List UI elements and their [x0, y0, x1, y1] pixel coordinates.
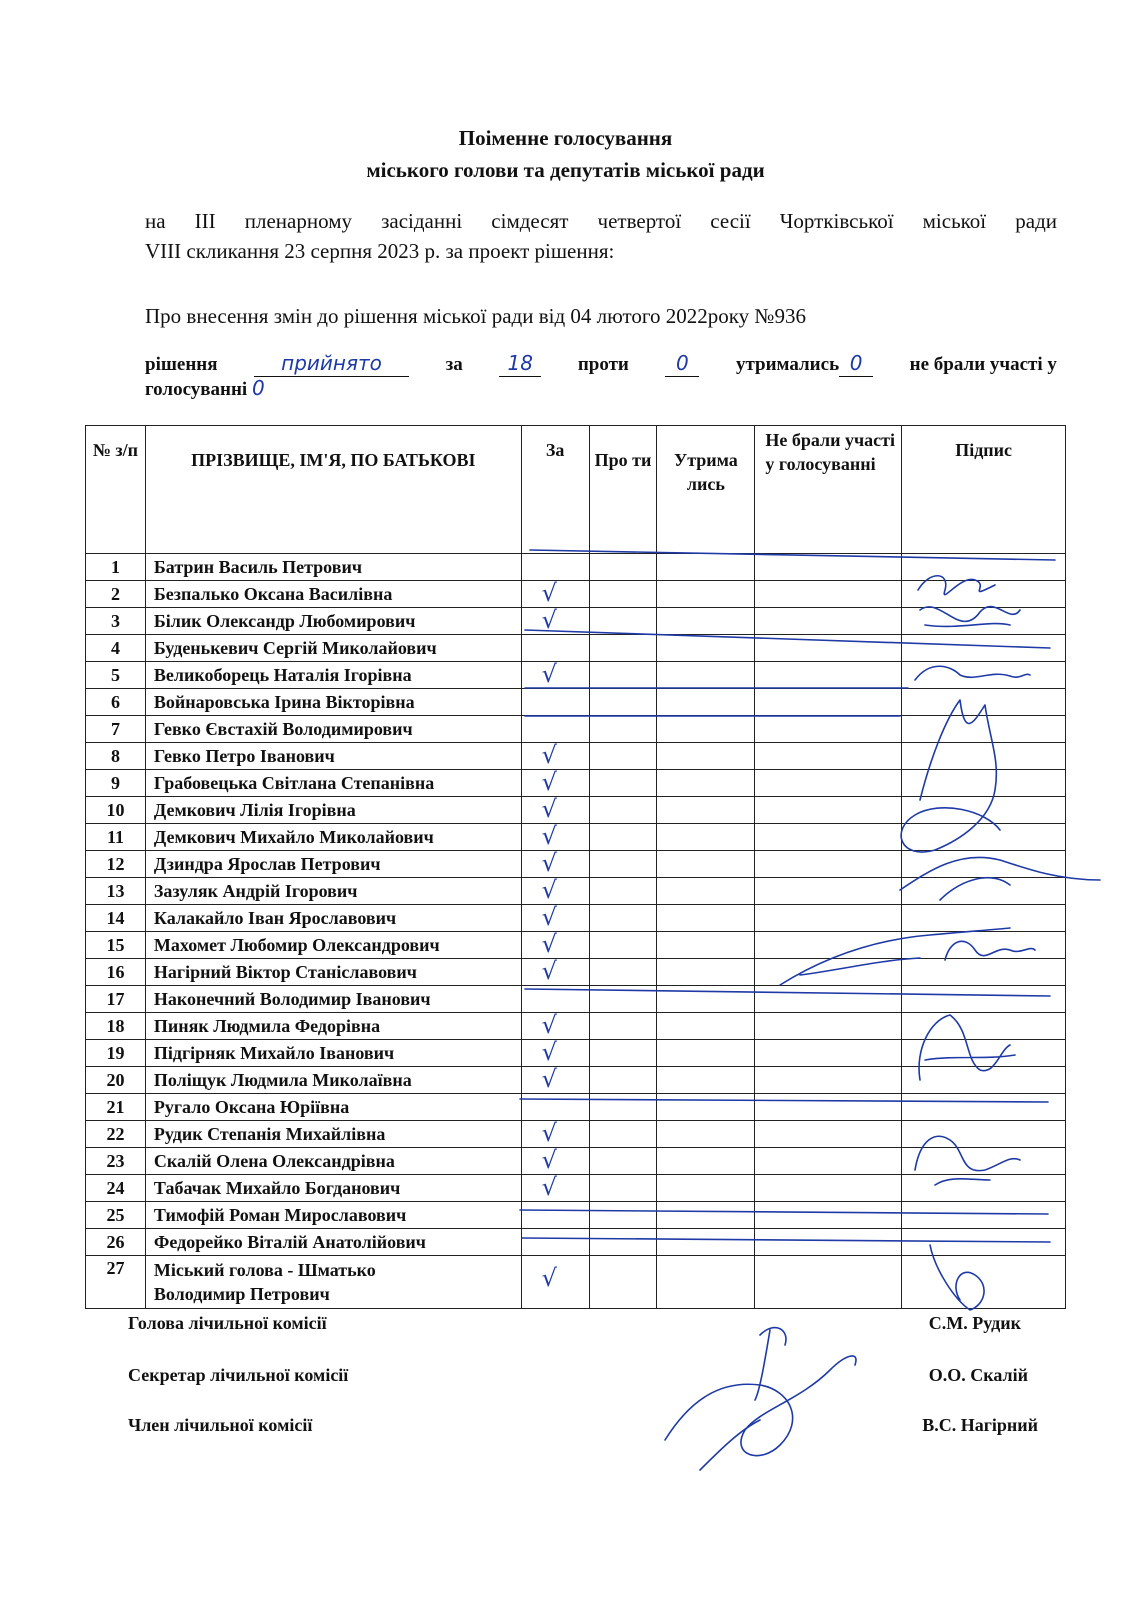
row-vote-abstained: [657, 1229, 755, 1256]
row-vote-not-participated: [755, 797, 902, 824]
row-vote-not-participated: [755, 1040, 902, 1067]
table-row: [86, 1121, 1066, 1148]
table-row: [86, 932, 1066, 959]
row-vote-for: [521, 878, 589, 905]
row-vote-for: [521, 1013, 589, 1040]
row-signature: [902, 581, 1066, 608]
row-name: [145, 1256, 521, 1309]
row-signature: [902, 743, 1066, 770]
row-vote-against: [589, 743, 657, 770]
row-number: 27: [86, 1256, 146, 1309]
checkmark-icon: √: [541, 1119, 557, 1147]
row-vote-for: [521, 554, 589, 581]
checkmark-icon: √: [541, 1011, 557, 1039]
row-name: Демкович Михайло Миколайович: [145, 824, 521, 851]
row-signature: [902, 1013, 1066, 1040]
row-name-line-1: Міський голова - Шматько: [153, 1260, 376, 1280]
row-signature: [902, 824, 1066, 851]
row-signature: [902, 905, 1066, 932]
row-vote-against: [589, 959, 657, 986]
col-header-for: За: [521, 426, 589, 554]
checkmark-icon: √: [541, 579, 557, 607]
table-row: [86, 554, 1066, 581]
decision-label: рішення: [145, 354, 218, 375]
row-number: 17: [86, 986, 146, 1013]
row-vote-not-participated: [755, 932, 902, 959]
row-vote-against: [589, 1067, 657, 1094]
row-name: Батрин Василь Петрович: [145, 554, 521, 581]
row-number: 18: [86, 1013, 146, 1040]
row-name: Грабовецька Світлана Степанівна: [145, 770, 521, 797]
draft-decision-subject: Про внесення змін до рішення міської ради від 04 лютого 2022року №936: [145, 304, 806, 328]
row-vote-for: [521, 1229, 589, 1256]
row-vote-for: [521, 1121, 589, 1148]
row-vote-against: [589, 824, 657, 851]
row-vote-abstained: [657, 743, 755, 770]
row-signature: [902, 770, 1066, 797]
row-signature: [902, 1202, 1066, 1229]
table-row: [86, 608, 1066, 635]
checkmark-icon: √: [541, 903, 557, 931]
table-row: [86, 1094, 1066, 1121]
row-number: 25: [86, 1202, 146, 1229]
commission-signature-1: [755, 1328, 786, 1400]
checkmark-icon: √: [541, 822, 557, 850]
commission-chair-role: Голова лічильної комісії: [128, 1313, 327, 1333]
not-participated-label: не брали участі у: [909, 354, 1057, 375]
row-vote-against: [589, 932, 657, 959]
row-vote-abstained: [657, 1067, 755, 1094]
row-vote-not-participated: [755, 1094, 902, 1121]
row-signature: [902, 1229, 1066, 1256]
row-name: Гевко Євстахій Володимирович: [145, 716, 521, 743]
row-vote-not-participated: [755, 986, 902, 1013]
checkmark-icon: √: [541, 660, 557, 688]
row-vote-against: [589, 608, 657, 635]
row-number: 5: [86, 662, 146, 689]
row-number: 26: [86, 1229, 146, 1256]
row-vote-abstained: [657, 986, 755, 1013]
row-vote-for: [521, 608, 589, 635]
row-vote-abstained: [657, 797, 755, 824]
row-vote-not-participated: [755, 1148, 902, 1175]
row-vote-abstained: [657, 554, 755, 581]
row-name: Дзиндра Ярослав Петрович: [145, 851, 521, 878]
checkmark-icon: √: [541, 957, 557, 985]
decision-value: прийнято: [281, 351, 382, 375]
against-value: 0: [676, 351, 689, 375]
row-number: 10: [86, 797, 146, 824]
row-vote-against: [589, 716, 657, 743]
row-vote-for: [521, 1175, 589, 1202]
row-vote-abstained: [657, 770, 755, 797]
row-vote-against: [589, 1256, 657, 1309]
table-row: [86, 1013, 1066, 1040]
row-name: Наконечний Володимир Іванович: [145, 986, 521, 1013]
row-name: Войнаровська Ірина Вікторівна: [145, 689, 521, 716]
row-vote-for: [521, 1067, 589, 1094]
table-row: [86, 1256, 1066, 1309]
row-vote-not-participated: [755, 608, 902, 635]
row-vote-against: [589, 986, 657, 1013]
row-vote-for: [521, 1040, 589, 1067]
row-number: 4: [86, 635, 146, 662]
row-vote-abstained: [657, 1040, 755, 1067]
row-name: Федорейко Віталій Анатолійович: [145, 1229, 521, 1256]
row-name: Калакайло Іван Ярославович: [145, 905, 521, 932]
checkmark-icon: √: [541, 930, 557, 958]
col-header-against: Про ти: [589, 426, 657, 554]
row-name: Скалій Олена Олександрівна: [145, 1148, 521, 1175]
table-row: [86, 1175, 1066, 1202]
commission-chair-name: С.М. Рудик: [928, 1313, 1021, 1333]
table-row: [86, 959, 1066, 986]
row-vote-for: [521, 959, 589, 986]
row-name: Табачак Михайло Богданович: [145, 1175, 521, 1202]
row-vote-against: [589, 1175, 657, 1202]
row-name: Махомет Любомир Олександрович: [145, 932, 521, 959]
col-header-abstained: Утрима лись: [657, 426, 755, 554]
row-signature: [902, 1094, 1066, 1121]
col-header-not-participated: Не брали участі у голосуванні: [755, 426, 902, 554]
table-row: [86, 1040, 1066, 1067]
session-line-2: VIII скликання 23 серпня 2023 р. за проект рішення:: [145, 239, 615, 263]
row-vote-not-participated: [755, 1256, 902, 1309]
row-vote-abstained: [657, 635, 755, 662]
row-signature: [902, 797, 1066, 824]
checkmark-icon: √: [541, 849, 557, 877]
row-vote-abstained: [657, 1013, 755, 1040]
row-vote-not-participated: [755, 689, 902, 716]
row-vote-not-participated: [755, 770, 902, 797]
checkmark-icon: √: [541, 876, 557, 904]
table-row: [86, 878, 1066, 905]
row-signature: [902, 1175, 1066, 1202]
row-name: Ругало Оксана Юріївна: [145, 1094, 521, 1121]
row-vote-against: [589, 1013, 657, 1040]
row-signature: [902, 608, 1066, 635]
row-vote-abstained: [657, 932, 755, 959]
checkmark-icon: √: [541, 1146, 557, 1174]
table-row: [86, 797, 1066, 824]
row-vote-not-participated: [755, 662, 902, 689]
abstained-value-field: [839, 352, 873, 377]
row-number: 14: [86, 905, 146, 932]
row-vote-for: [521, 1256, 589, 1309]
row-vote-against: [589, 770, 657, 797]
row-signature: [902, 1121, 1066, 1148]
row-vote-not-participated: [755, 1121, 902, 1148]
not-participated-label-cont: голосуванні: [145, 379, 248, 400]
row-vote-for: [521, 770, 589, 797]
checkmark-icon: √: [541, 1065, 557, 1093]
session-line-1: на ІІІ пленарному засіданні сімдесят четвертої сесії Чортківської міської ради: [145, 209, 1057, 233]
table-row: [86, 581, 1066, 608]
abstained-label: утримались: [735, 354, 840, 375]
row-name: Демкович Лілія Ігорівна: [145, 797, 521, 824]
commission-secretary-role: Секретар лічильної комісії: [128, 1365, 349, 1385]
row-number: 9: [86, 770, 146, 797]
row-signature: [902, 716, 1066, 743]
checkmark-icon: √: [541, 606, 557, 634]
row-number: 1: [86, 554, 146, 581]
row-vote-not-participated: [755, 635, 902, 662]
not-participated-value: 0: [251, 376, 265, 400]
abstained-label-group: [736, 352, 873, 377]
row-vote-not-participated: [755, 851, 902, 878]
commission-member-role: Член лічильної комісії: [128, 1415, 313, 1435]
row-signature: [902, 959, 1066, 986]
row-signature: [902, 878, 1066, 905]
row-vote-abstained: [657, 581, 755, 608]
row-signature: [902, 1256, 1066, 1309]
against-label: проти: [577, 354, 629, 375]
row-signature: [902, 554, 1066, 581]
table-row: [86, 905, 1066, 932]
row-vote-not-participated: [755, 743, 902, 770]
row-number: 15: [86, 932, 146, 959]
table-row: [86, 689, 1066, 716]
row-number: 3: [86, 608, 146, 635]
commission-signature-2: [665, 1356, 856, 1456]
row-signature: [902, 986, 1066, 1013]
row-vote-abstained: [657, 1202, 755, 1229]
row-vote-not-participated: [755, 1229, 902, 1256]
row-vote-for: [521, 689, 589, 716]
row-vote-abstained: [657, 824, 755, 851]
row-number: 23: [86, 1148, 146, 1175]
row-vote-against: [589, 851, 657, 878]
row-number: 7: [86, 716, 146, 743]
table-row: [86, 1148, 1066, 1175]
row-vote-not-participated: [755, 1067, 902, 1094]
row-number: 6: [86, 689, 146, 716]
checkmark-icon: √: [541, 741, 557, 769]
row-vote-not-participated: [755, 1013, 902, 1040]
row-vote-against: [589, 878, 657, 905]
row-vote-against: [589, 1121, 657, 1148]
table-header-row: [86, 426, 1066, 554]
table-row: [86, 1202, 1066, 1229]
row-vote-abstained: [657, 905, 755, 932]
row-vote-not-participated: [755, 1202, 902, 1229]
row-vote-abstained: [657, 1094, 755, 1121]
vote-result: [145, 352, 1057, 401]
row-signature: [902, 851, 1066, 878]
table-body: [86, 554, 1066, 1309]
table-row: [86, 851, 1066, 878]
row-number: 12: [86, 851, 146, 878]
row-signature: [902, 932, 1066, 959]
row-name: Безпалько Оксана Василівна: [145, 581, 521, 608]
row-vote-not-participated: [755, 581, 902, 608]
session-description: [145, 206, 1057, 266]
row-vote-against: [589, 689, 657, 716]
row-name-line-2: Володимир Петрович: [153, 1284, 330, 1304]
document-title: Поіменне голосування: [458, 126, 673, 150]
row-vote-abstained: [657, 959, 755, 986]
row-number: 24: [86, 1175, 146, 1202]
row-name: Пиняк Людмила Федорівна: [145, 1013, 521, 1040]
row-vote-not-participated: [755, 1175, 902, 1202]
row-number: 13: [86, 878, 146, 905]
row-vote-for: [521, 635, 589, 662]
row-name: Великоборець Наталія Ігорівна: [145, 662, 521, 689]
row-vote-against: [589, 1040, 657, 1067]
against-value-field: [665, 352, 699, 377]
row-vote-not-participated: [755, 959, 902, 986]
row-vote-against: [589, 1094, 657, 1121]
table-row: [86, 986, 1066, 1013]
row-signature: [902, 689, 1066, 716]
row-vote-against: [589, 1202, 657, 1229]
decision-value-field: [254, 352, 409, 377]
row-vote-abstained: [657, 689, 755, 716]
row-vote-for: [521, 1148, 589, 1175]
row-name: Зазуляк Андрій Ігорович: [145, 878, 521, 905]
table-row: [86, 635, 1066, 662]
col-header-signature: Підпис: [902, 426, 1066, 554]
checkmark-icon: √: [541, 1173, 557, 1201]
row-name: Гевко Петро Іванович: [145, 743, 521, 770]
row-vote-against: [589, 905, 657, 932]
row-vote-against: [589, 1229, 657, 1256]
row-vote-for: [521, 851, 589, 878]
row-vote-abstained: [657, 1148, 755, 1175]
commission-secretary-name: О.О. Скалій: [928, 1365, 1028, 1385]
row-name: Рудик Степанія Михайлівна: [145, 1121, 521, 1148]
row-signature: [902, 1040, 1066, 1067]
row-vote-against: [589, 797, 657, 824]
row-vote-for: [521, 581, 589, 608]
row-vote-not-participated: [755, 716, 902, 743]
row-name: Поліщук Людмила Миколаївна: [145, 1067, 521, 1094]
row-vote-against: [589, 662, 657, 689]
row-vote-for: [521, 743, 589, 770]
row-vote-for: [521, 662, 589, 689]
row-vote-for: [521, 932, 589, 959]
row-vote-for: [521, 986, 589, 1013]
row-vote-for: [521, 797, 589, 824]
row-number: 21: [86, 1094, 146, 1121]
checkmark-icon: √: [541, 1038, 557, 1066]
row-name: Тимофій Роман Мирославович: [145, 1202, 521, 1229]
row-signature: [902, 1148, 1066, 1175]
row-vote-for: [521, 1202, 589, 1229]
row-number: 2: [86, 581, 146, 608]
row-vote-for: [521, 1094, 589, 1121]
col-header-num: № з/п: [86, 426, 146, 554]
for-value: 18: [507, 351, 533, 375]
row-number: 16: [86, 959, 146, 986]
row-name: Підгірняк Михайло Іванович: [145, 1040, 521, 1067]
table-row: [86, 1067, 1066, 1094]
commission-signature-3: [700, 1420, 760, 1470]
row-signature: [902, 1067, 1066, 1094]
table-row: [86, 743, 1066, 770]
roll-call-table: [85, 425, 1066, 1309]
row-vote-abstained: [657, 1256, 755, 1309]
row-name: Буденькевич Сергій Миколайович: [145, 635, 521, 662]
row-vote-abstained: [657, 716, 755, 743]
row-vote-abstained: [657, 1121, 755, 1148]
commission-member-name: В.С. Нагірний: [922, 1415, 1038, 1435]
row-vote-abstained: [657, 851, 755, 878]
row-signature: [902, 662, 1066, 689]
row-vote-against: [589, 581, 657, 608]
row-vote-abstained: [657, 608, 755, 635]
document-subtitle: міського голови та депутатів міської ради: [366, 158, 765, 182]
for-value-field: [499, 352, 541, 377]
table-row: [86, 1229, 1066, 1256]
row-vote-not-participated: [755, 878, 902, 905]
row-vote-abstained: [657, 662, 755, 689]
row-vote-not-participated: [755, 824, 902, 851]
row-number: 8: [86, 743, 146, 770]
for-label: за: [445, 354, 463, 375]
row-vote-not-participated: [755, 554, 902, 581]
checkmark-icon: √: [541, 768, 557, 796]
row-vote-for: [521, 716, 589, 743]
checkmark-icon: √: [541, 1264, 557, 1292]
row-name: Нагірний Віктор Станіславович: [145, 959, 521, 986]
row-vote-for: [521, 824, 589, 851]
row-number: 20: [86, 1067, 146, 1094]
row-number: 22: [86, 1121, 146, 1148]
row-vote-against: [589, 1148, 657, 1175]
col-header-name: ПРІЗВИЩЕ, ІМ'Я, ПО БАТЬКОВІ: [145, 426, 521, 554]
table-row: [86, 824, 1066, 851]
row-vote-against: [589, 635, 657, 662]
table-row: [86, 770, 1066, 797]
row-vote-against: [589, 554, 657, 581]
row-name: Білик Олександр Любомирович: [145, 608, 521, 635]
row-vote-abstained: [657, 1175, 755, 1202]
row-vote-for: [521, 905, 589, 932]
row-vote-abstained: [657, 878, 755, 905]
checkmark-icon: √: [541, 795, 557, 823]
row-signature: [902, 635, 1066, 662]
abstained-value: 0: [849, 351, 863, 375]
table-row: [86, 662, 1066, 689]
row-vote-not-participated: [755, 905, 902, 932]
row-number: 19: [86, 1040, 146, 1067]
row-number: 11: [86, 824, 146, 851]
table-row: [86, 716, 1066, 743]
